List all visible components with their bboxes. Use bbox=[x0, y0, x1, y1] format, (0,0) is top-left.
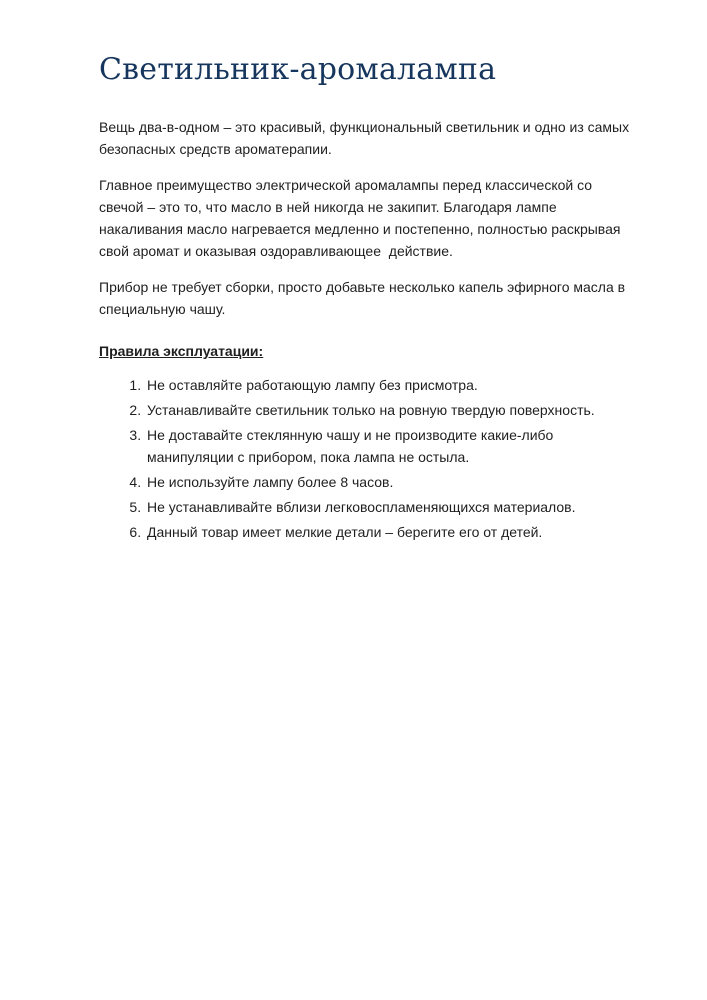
paragraph-usage: Прибор не требует сборки, просто добавьте несколько капель эфирного масла в специальную чашу. bbox=[99, 279, 629, 317]
document-title: Светильник-аромалампа bbox=[99, 52, 497, 87]
rules-heading: Правила эксплуатации: bbox=[99, 343, 264, 359]
rule-item-6: 6. Данный товар имеет мелкие детали – берегите его от детей. bbox=[145, 521, 631, 543]
paragraph-advantage: Главное преимущество электрической аромалампы перед классической со свечой – это то, что масло в ней никогда не закипит. Благодаря лампе накаливания масло нагревается медленно и постепенно, полностью раскрывая свой аромат и оказывая оздоравливающее действие. bbox=[99, 177, 625, 259]
rule-item-5: 5. Не устанавливайте вблизи легковоспламеняющихся материалов. bbox=[145, 496, 631, 518]
rule-item-1: 1. Не оставляйте работающую лампу без присмотра. bbox=[145, 374, 631, 396]
rules-list bbox=[99, 374, 631, 543]
paragraph-intro: Вещь два-в-одном – это красивый, функциональный светильник и одно из самых безопасных средств ароматерапии. bbox=[99, 119, 634, 157]
rule-item-4: 4. Не используйте лампу более 8 часов. bbox=[145, 471, 631, 493]
rule-item-2: 2. Устанавливайте светильник только на ровную твердую поверхность. bbox=[145, 399, 631, 421]
rule-item-3: 3. Не доставайте стеклянную чашу и не производите какие-либо манипуляции с прибором, пока лампа не остыла. bbox=[145, 424, 631, 468]
